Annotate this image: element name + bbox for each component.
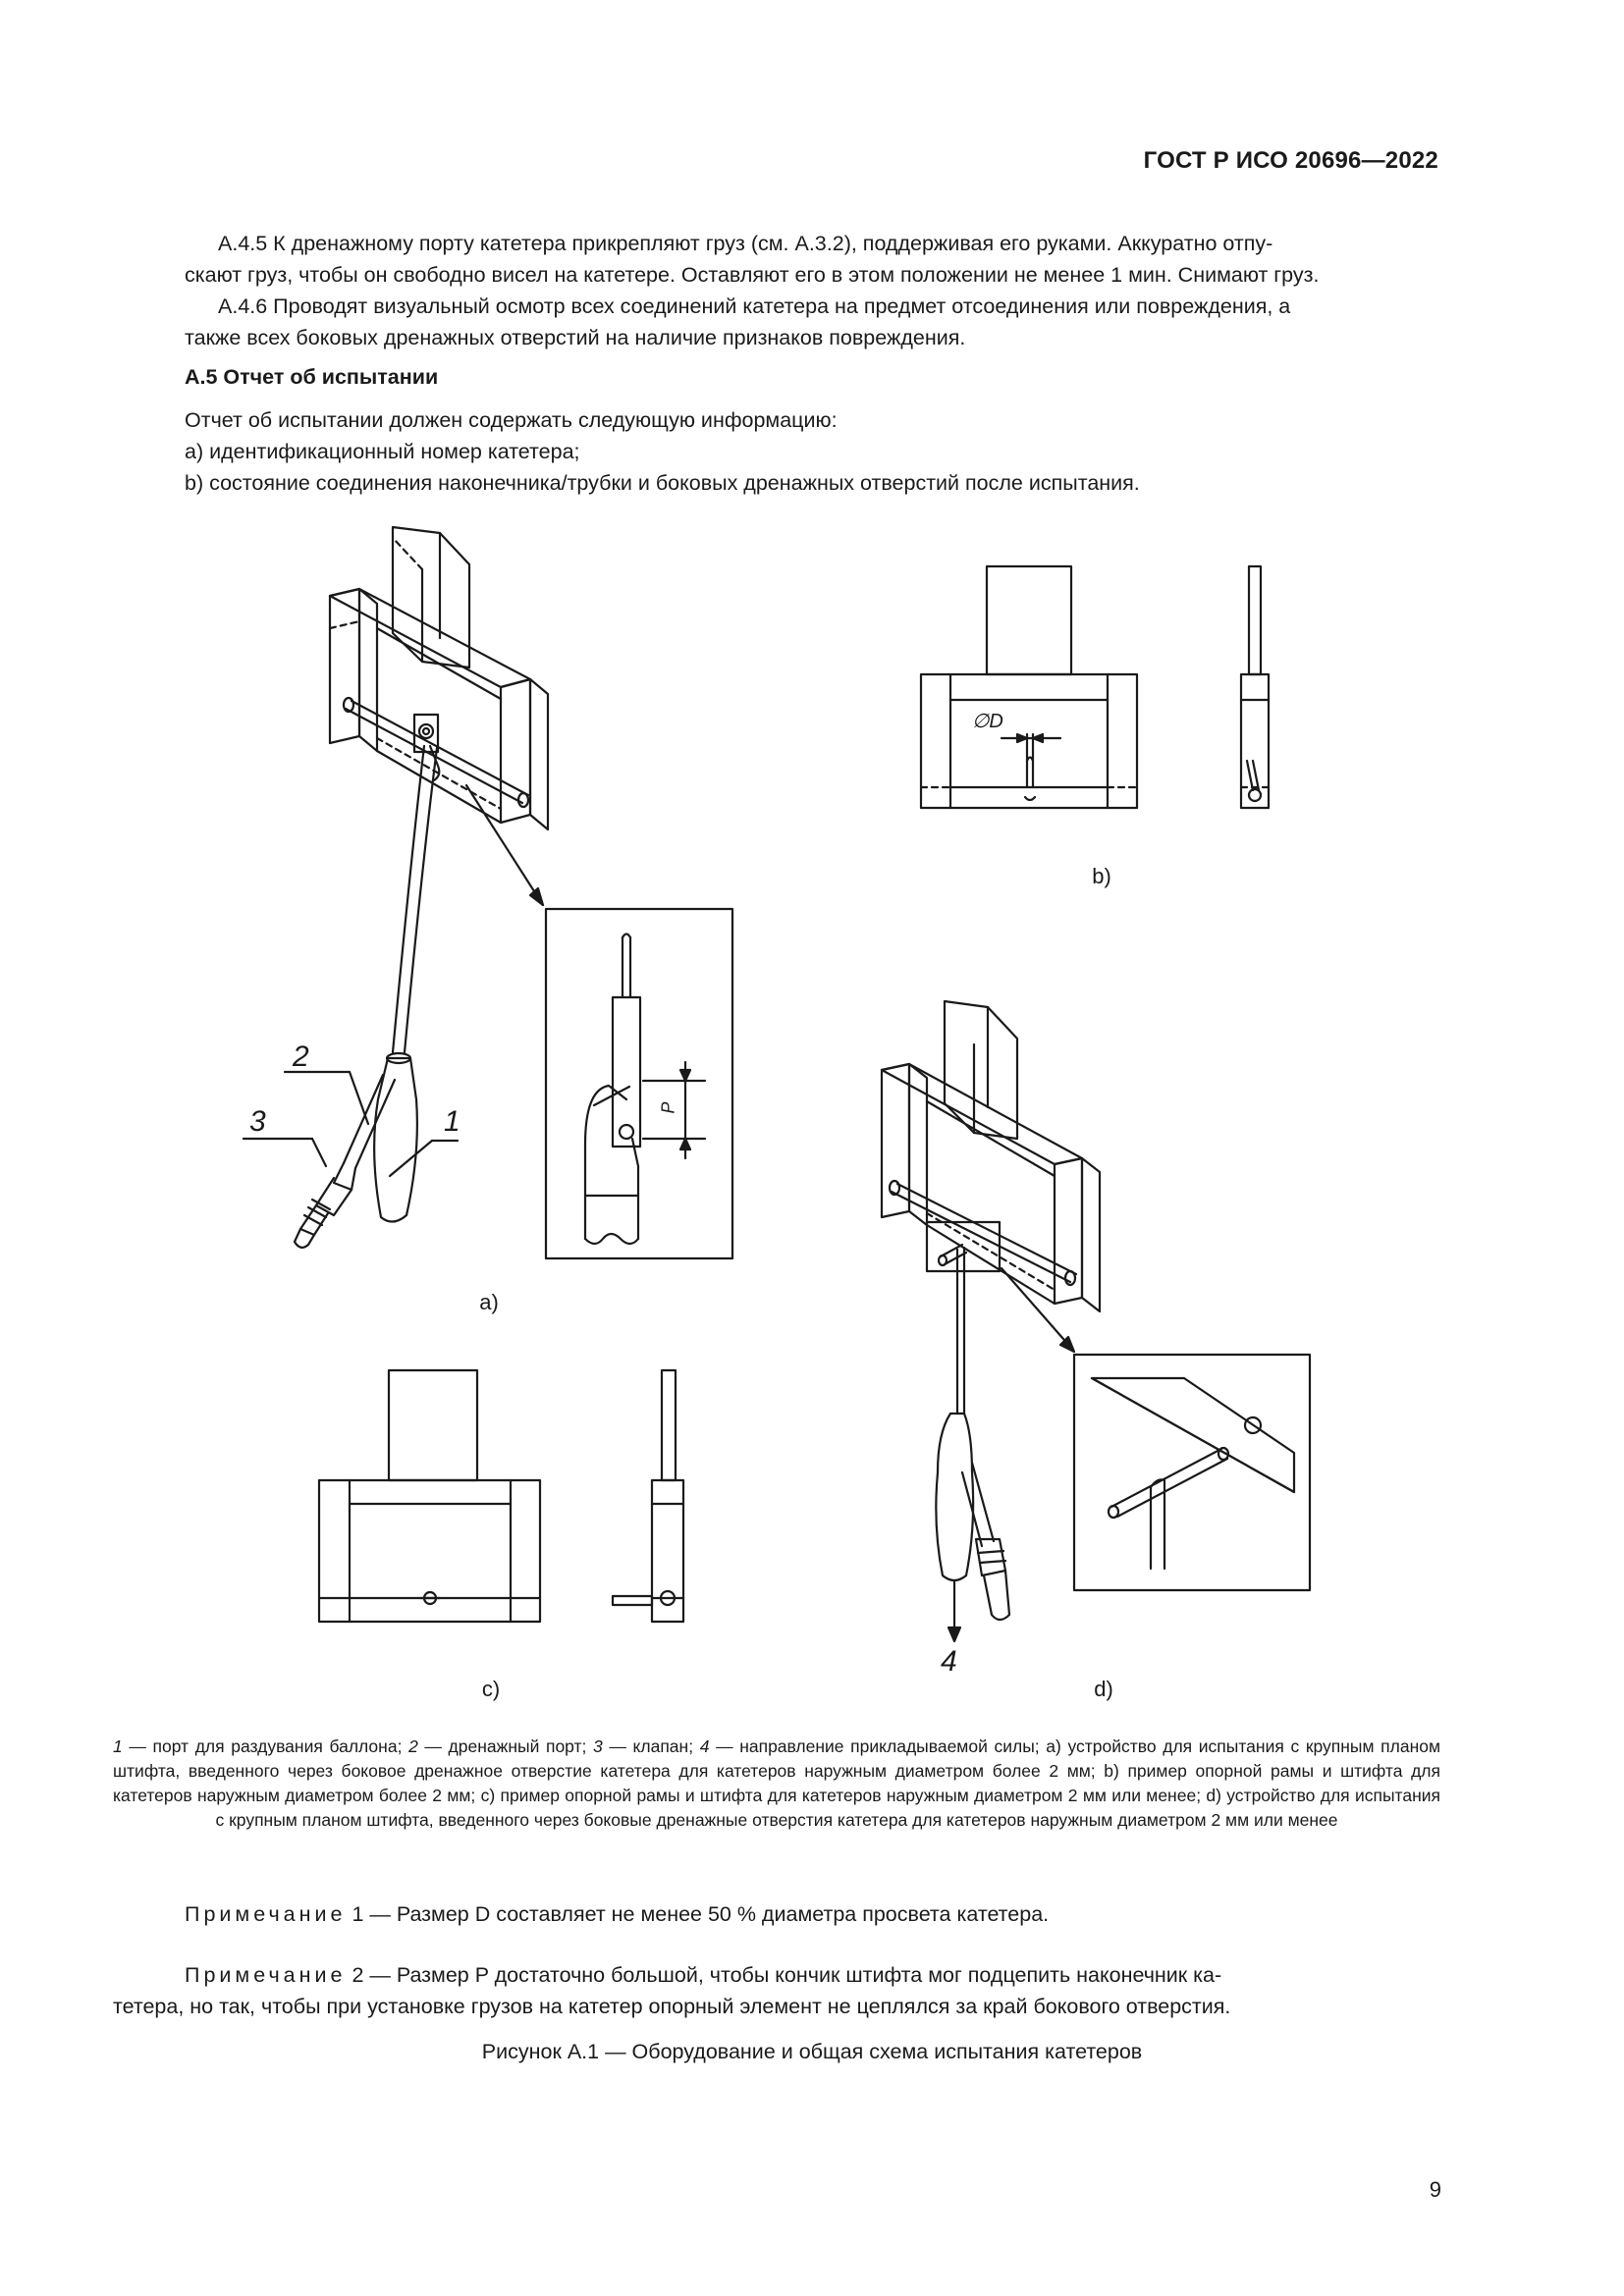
legend-text-1: — порт для раздувания баллона;: [122, 1736, 409, 1756]
subfigure-b-frame: [921, 566, 1269, 808]
note-2-line1: [185, 1959, 1221, 1991]
note-2-prefix: Примечание: [185, 1963, 347, 1987]
subfigure-d-apparatus: [882, 1001, 1310, 1641]
dimension-d-label: ∅D: [972, 711, 1003, 732]
document-header: ГОСТ Р ИСО 20696—2022: [1143, 147, 1438, 174]
legend-num-2: 2: [408, 1736, 418, 1756]
para-a46-line1: А.4.6 Проводят визуальный осмотр всех соединений катетера на предмет отсоединения или повреждения, а: [218, 294, 1291, 318]
legend-num-4: 4: [699, 1736, 710, 1756]
subfigure-label-d: d): [1094, 1677, 1113, 1701]
callout-label-2: 2: [293, 1041, 309, 1073]
section-item-b: b) состояние соединения наконечника/трубки и боковых дренажных отверстий после испытания.: [185, 471, 1140, 495]
subfigure-a-apparatus: [244, 527, 732, 1258]
para-a45-line2: скают груз, чтобы он свободно висел на катетере. Оставляют его в этом положении не менее 1 мин. Снимают груз.: [185, 263, 1320, 287]
dimension-p-label: P: [658, 1101, 678, 1114]
subfigure-c-frame: [319, 1370, 683, 1622]
note-2-line2: тетера, но так, чтобы при установке грузов на катетер опорный элемент не цеплялся за край бокового отверстия.: [113, 1995, 1231, 2018]
legend-text-4: — направление прикладываемой силы; a) устройство для испытания с крупным планом штифта, введенного через боковое дренажное отверстие катетера для катетеров наружным диаметром более 2 мм; b) пример опорной рамы и штифта для катетеров наружным диаметром более 2 мм; c) пример опорной рамы и штифта для катетеров наружным диаметром 2 мм или менее; d) устройство для испытания с крупным планом штифта, введенного через боковые дренажные отверстия катетера для катетеров наружным диаметром 2 мм или менее: [113, 1736, 1440, 1830]
figure-caption: Рисунок А.1 — Оборудование и общая схема испытания катетеров: [481, 2040, 1143, 2063]
subfigure-label-c: c): [481, 1677, 501, 1701]
figure-legend: [113, 1735, 1440, 1833]
note-1-text: 1 — Размер D составляет не менее 50 % диаметра просвета катетера.: [352, 1902, 1050, 1926]
callout-label-3: 3: [249, 1105, 266, 1138]
subfigure-label-b: b): [1092, 864, 1111, 888]
legend-text-2: — дренажный порт;: [417, 1736, 594, 1756]
section-title: А.5 Отчет об испытании: [185, 365, 439, 389]
section-intro: Отчет об испытании должен содержать следующую информацию:: [185, 408, 838, 432]
note-1: [185, 1898, 1049, 1930]
callout-label-1: 1: [444, 1105, 460, 1138]
para-a45-line1: А.4.5 К дренажному порту катетера прикрепляют груз (см. А.3.2), поддерживая его руками. Аккуратно отпу-: [218, 232, 1273, 255]
legend-num-3: 3: [593, 1736, 603, 1756]
subfigure-label-a: a): [479, 1290, 499, 1314]
page-number: 9: [1429, 2177, 1441, 2202]
section-item-a: a) идентификационный номер катетера;: [185, 440, 580, 463]
note-2-text-line1: 2 — Размер P достаточно большой, чтобы кончик штифта мог подцепить наконечник ка-: [352, 1963, 1222, 1987]
note-1-prefix: Примечание: [185, 1902, 347, 1926]
para-a46-line2: также всех боковых дренажных отверстий на наличие признаков повреждения.: [185, 326, 966, 349]
legend-num-1: 1: [113, 1736, 123, 1756]
callout-label-4: 4: [941, 1645, 957, 1678]
legend-text-3: — клапан;: [602, 1736, 700, 1756]
